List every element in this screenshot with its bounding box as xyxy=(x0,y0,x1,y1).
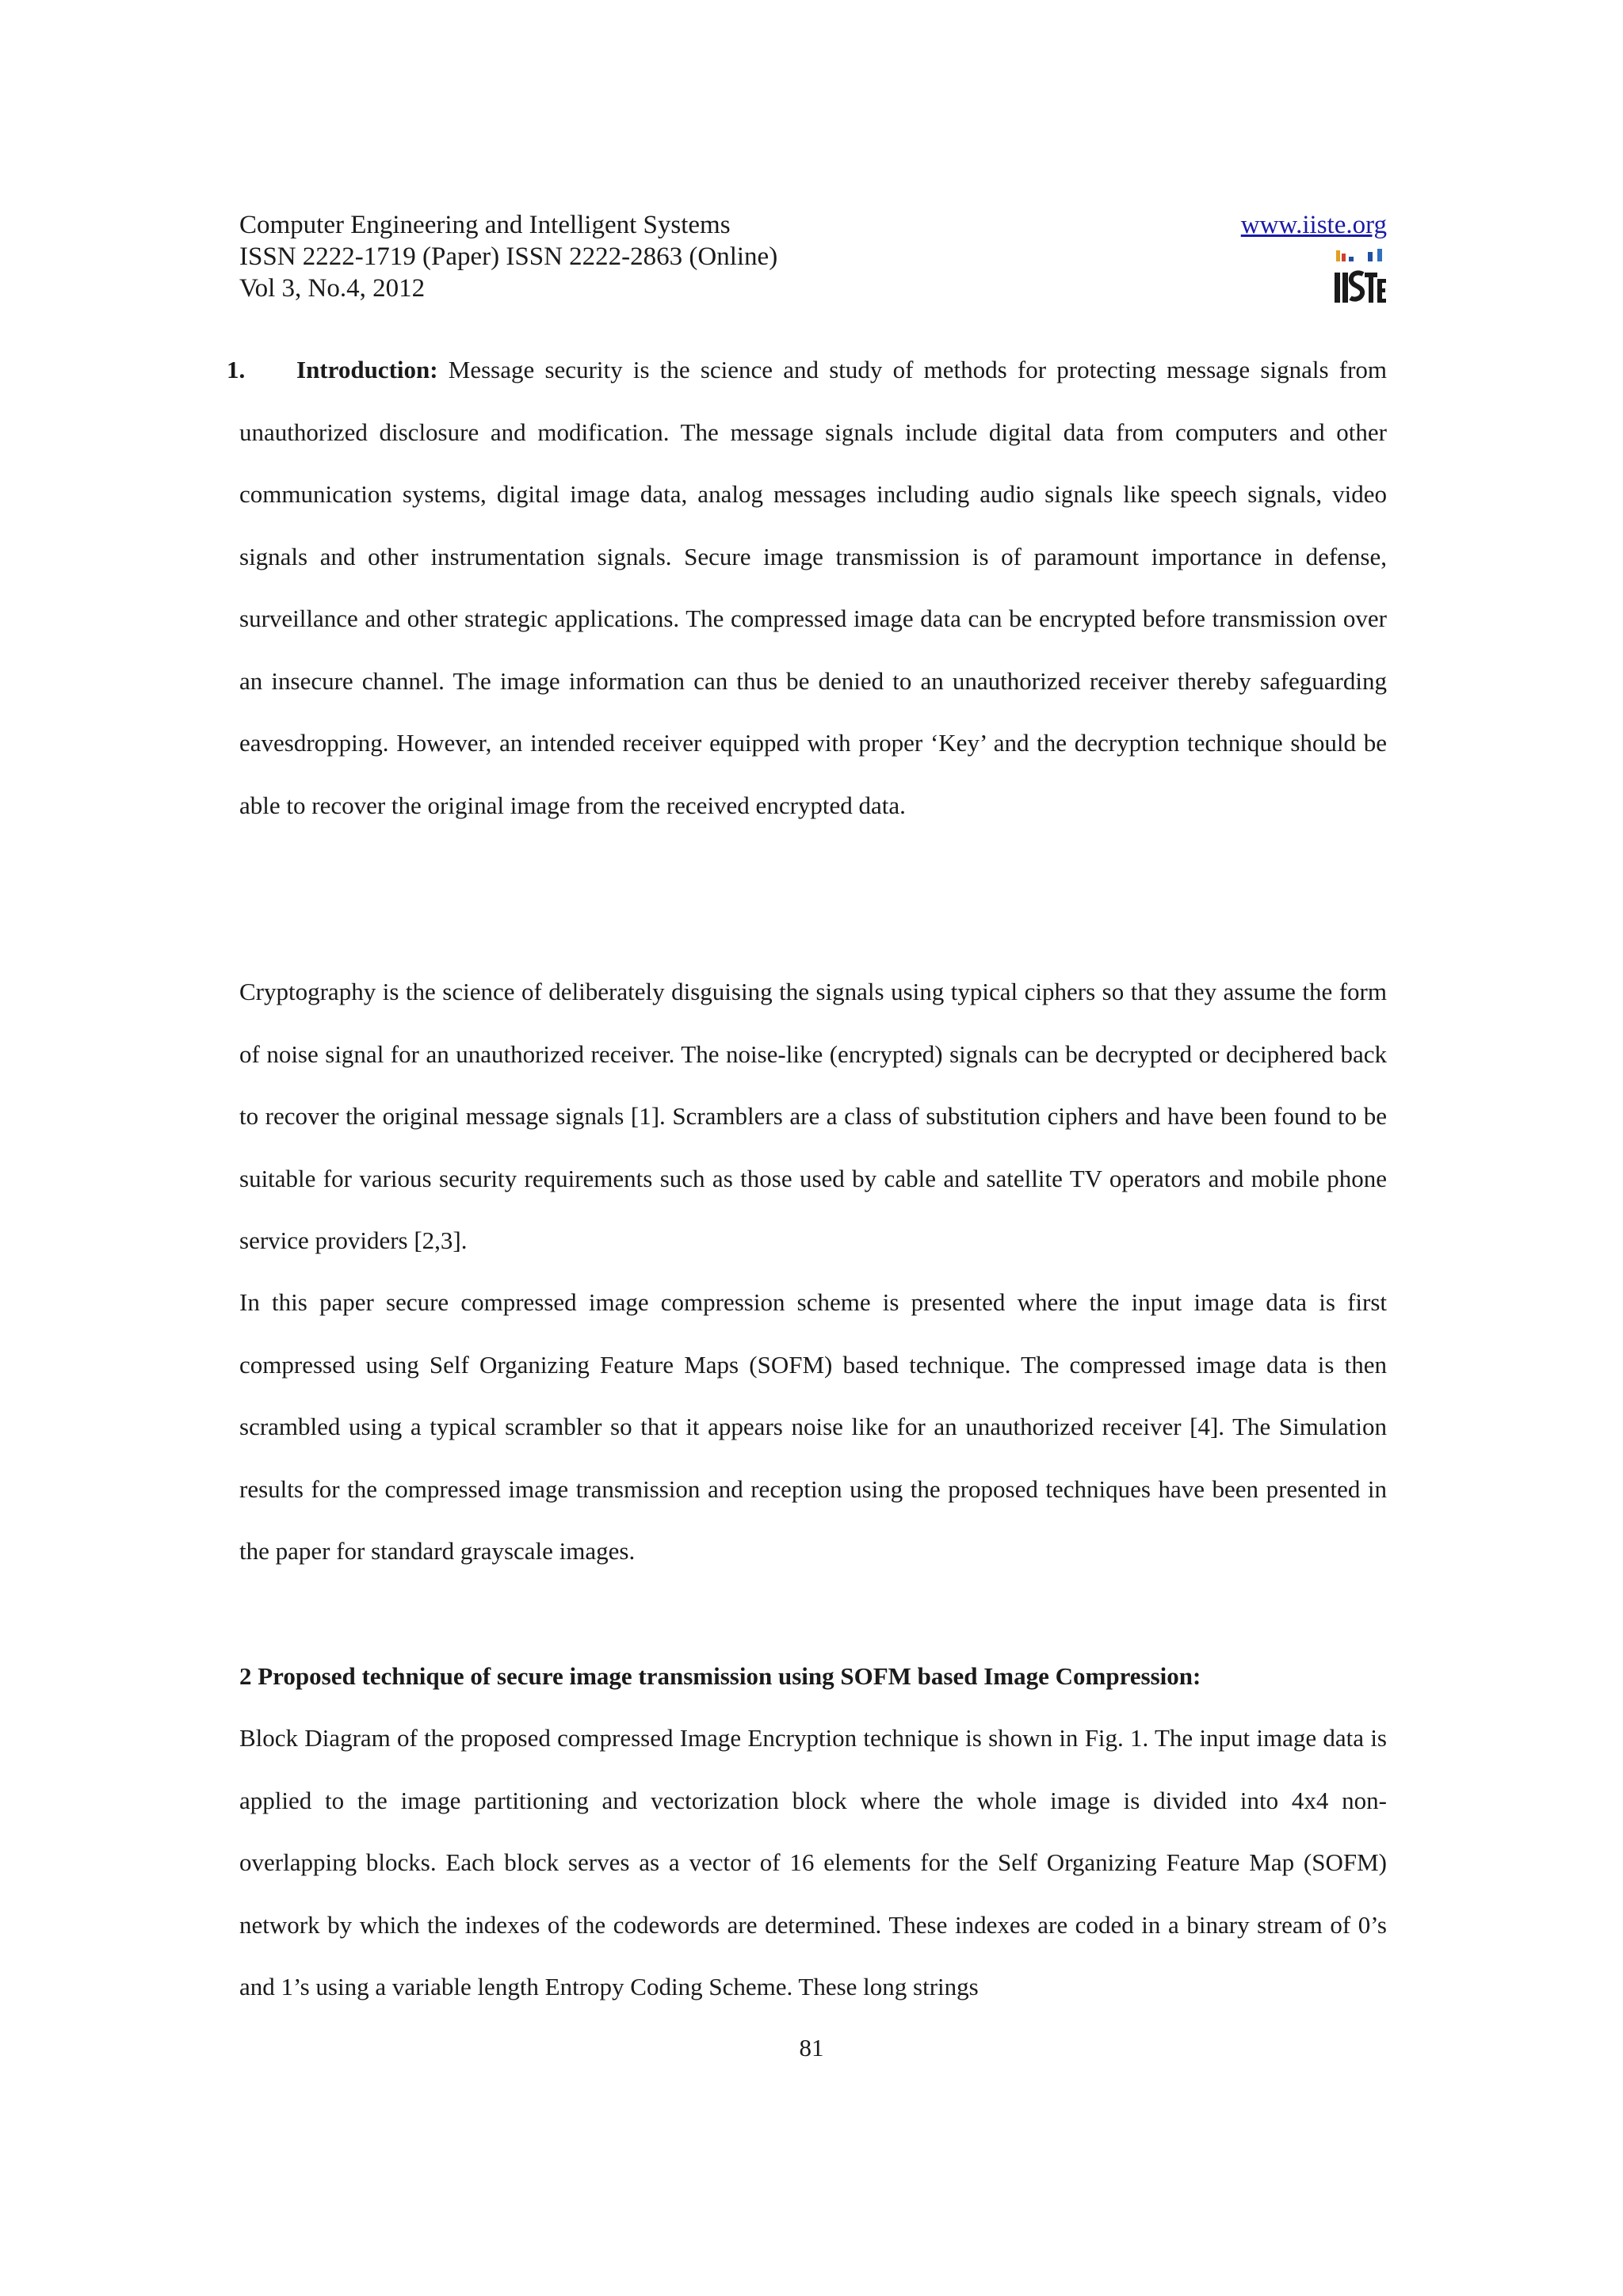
intro-text: Message security is the science and study of methods for protecting message signals from unauthorized disclosure and modification. The message signals include digital data from computers and other communication systems, digital image data, analog messages including audio signals like speech signals, video signals and other instrumentation signals. Secure image transmission is of paramount importance in defense, surveillance and other strategic applications. The compressed image data can be encrypted before transmission over an insecure channel. The image information can thus be denied to an unauthorized receiver thereby safeguarding eavesdropping. However, an intended receiver equipped with proper ‘Key’ and the decryption technique should be able to recover the original image from the received encrypted data. xyxy=(239,356,1388,819)
journal-title: Computer Engineering and Intelligent Systems xyxy=(239,211,731,239)
cryptography-paragraph: Cryptography is the science of deliberately disguising the signals using typical ciphers so that they assume the form of noise signal for an unauthorized receiver. The noise-like (encrypted) signals can be decrypted or deciphered back to recover the original message signals [1]. Scramblers are a class of substitution ciphers and have been found to be suitable for various security requirements such as those used by cable and satellite TV operators and mobile phone service providers [2,3]. xyxy=(239,978,1387,1254)
intro-heading: Introduction: xyxy=(296,356,438,383)
journal-volume: Vol 3, No.4, 2012 xyxy=(239,274,426,303)
iiste-logo-icon xyxy=(1333,249,1387,304)
website-link[interactable]: www.iiste.org xyxy=(1240,211,1387,239)
journal-header xyxy=(239,208,1387,311)
journal-issn: ISSN 2222-1719 (Paper) ISSN 2222-2863 (Online) xyxy=(239,242,778,271)
section-number-1: 1. xyxy=(227,356,246,383)
section-2-paragraph: Block Diagram of the proposed compressed Image Encryption technique is shown in Fig. 1. The input image data is applied to the image partitioning and vectorization block where the whole image is divided into 4x4 non-overlapping blocks. Each block serves as a vector of 16 elements for the Self Organizing Feature Map (SOFM) network by which the indexes of the codewords are determined. These indexes are coded in a binary stream of 0’s and 1’s using a variable length Entropy Coding Scheme. These long strings xyxy=(239,1724,1387,2000)
page-number: 81 xyxy=(799,2034,824,2061)
this-paper-paragraph: In this paper secure compressed image compression scheme is presented where the input image data is first compressed using Self Organizing Feature Maps (SOFM) based technique. The compressed image data is then scrambled using a typical scrambler so that it appears noise like for an unauthorized receiver [4]. The Simulation results for the compressed image transmission and reception using the proposed techniques have been presented in the paper for standard grayscale images. xyxy=(239,1288,1387,1565)
section-2-heading: 2 Proposed technique of secure image transmission using SOFM based Image Compression: xyxy=(239,1662,1201,1690)
intro-paragraph xyxy=(239,339,1387,837)
